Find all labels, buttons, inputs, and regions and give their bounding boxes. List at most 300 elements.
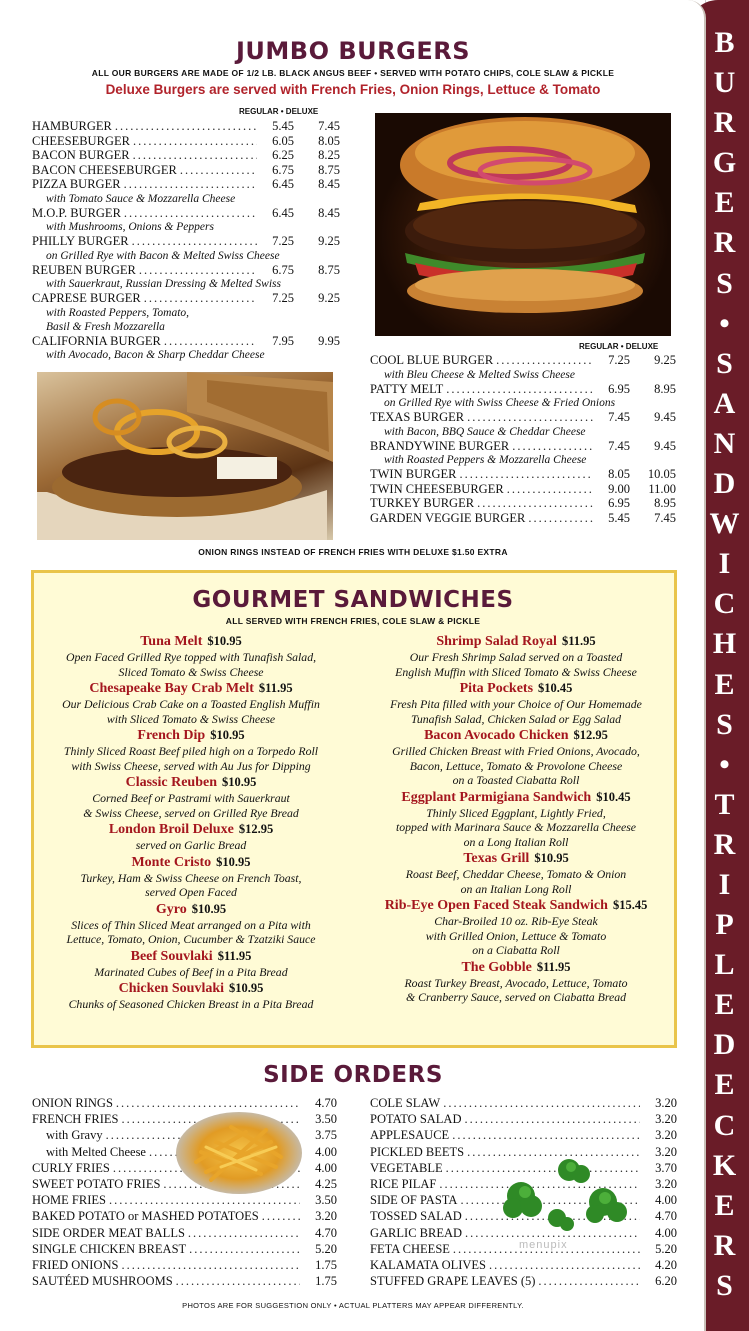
sandwich-description: Lettuce, Tomato, Onion, Cucumber & Tzatziki Sauce — [66, 932, 316, 946]
burger-description: with Mushrooms, Onions & Peppers — [46, 221, 214, 233]
side-price: 3.50 — [315, 1193, 337, 1208]
sandwich-item — [360, 680, 672, 726]
dot-leader — [144, 291, 257, 306]
side-price: 4.25 — [315, 1176, 337, 1191]
burger-item — [32, 234, 340, 249]
sidebar-letter: D — [713, 1028, 736, 1062]
sandwich-name: Monte Cristo — [131, 854, 212, 870]
side-price: 4.70 — [655, 1209, 677, 1224]
side-price: 3.70 — [655, 1160, 677, 1175]
sandwich-description: with Sliced Tomato & Swiss Cheese — [106, 711, 276, 726]
sidebar-letter: H — [712, 627, 737, 661]
side-price: 3.75 — [315, 1128, 337, 1143]
burger-item — [370, 511, 676, 526]
deluxe-price: 8.45 — [318, 177, 340, 191]
sandwich-item — [36, 821, 346, 853]
side-item — [32, 1192, 337, 1208]
burger-item — [32, 134, 340, 149]
sandwich-name-line — [36, 774, 346, 791]
sandwich-description: Thinly Sliced Roast Beef piled high on a Torpedo Roll — [63, 744, 319, 758]
side-item — [370, 1095, 677, 1111]
side-name: PICKLED BEETS — [370, 1144, 465, 1159]
sandwich-name: Eggplant Parmigiana Sandwich — [401, 789, 592, 805]
sandwich-description: Thinly Sliced Eggplant, Lightly Fried, — [426, 805, 606, 820]
burger-name: REUBEN BURGER — [32, 262, 136, 277]
sidebar-letter: R — [713, 106, 736, 140]
dot-leader — [528, 511, 593, 526]
deluxe-price: 8.95 — [654, 381, 676, 396]
sandwich-description: on an Italian Long Roll — [460, 881, 572, 896]
dot-leader — [133, 148, 257, 163]
burger-item — [370, 482, 676, 497]
sandwich-name-line — [36, 727, 346, 744]
broccoli-photo — [499, 1158, 637, 1238]
sandwich-name: Beef Souvlaki — [130, 948, 213, 964]
deluxe-price: 7.45 — [318, 119, 340, 133]
side-name: ONION RINGS — [32, 1096, 113, 1110]
side-item — [32, 1273, 337, 1289]
regular-price: 6.75 — [272, 162, 294, 177]
sandwich-price: $10.95 — [222, 775, 257, 789]
dot-leader — [115, 119, 257, 134]
sidebar-letter: S — [716, 1268, 733, 1302]
onion-burger-photo — [37, 372, 333, 540]
burger-name: PATTY MELT — [370, 381, 444, 396]
dot-leader — [109, 1192, 300, 1208]
sidebar-letter: C — [713, 1108, 736, 1142]
side-name: KALAMATA OLIVES — [370, 1257, 487, 1272]
sandwich-description: Marinated Cubes of Beef in a Pita Bread — [94, 964, 288, 979]
sandwich-name: Bacon Avocado Chicken — [424, 728, 569, 743]
burger-list-left — [32, 119, 340, 362]
sandwich-name: Rib-Eye Open Faced Steak Sandwich — [384, 898, 608, 913]
regular-price: 6.05 — [272, 133, 294, 148]
side-name: FRIED ONIONS — [32, 1257, 119, 1272]
side-price: 3.20 — [655, 1144, 677, 1159]
sandwich-price: $15.45 — [612, 898, 648, 912]
side-item — [32, 1111, 337, 1127]
side-price: 4.00 — [655, 1193, 677, 1208]
burger-name: BRANDYWINE BURGER — [370, 438, 510, 453]
sandwich-description: served on Garlic Bread — [135, 838, 247, 852]
sandwich-name-line — [360, 959, 672, 976]
dot-leader — [489, 1257, 640, 1273]
sandwich-item — [360, 850, 672, 896]
sandwich-list-left — [36, 633, 346, 1013]
dot-leader — [477, 496, 593, 511]
sandwich-price: $10.45 — [596, 789, 631, 804]
burger-description: with Avocado, Bacon & Sharp Cheddar Cheese — [46, 349, 265, 361]
side-name: STUFFED GRAPE LEAVES (5) — [370, 1274, 536, 1289]
burger-item — [32, 334, 340, 349]
regular-price: 8.05 — [608, 467, 630, 481]
side-name: HOME FRIES — [32, 1193, 106, 1208]
sandwich-item — [360, 633, 672, 679]
sidebar-letter: • — [719, 747, 730, 781]
sandwich-name-line — [360, 680, 672, 697]
side-price: 4.00 — [315, 1160, 337, 1175]
side-item — [32, 1208, 337, 1224]
side-name: COLE SLAW — [370, 1096, 441, 1110]
deluxe-price: 9.45 — [654, 410, 676, 424]
dot-leader — [124, 177, 257, 192]
side-name: APPLESAUCE — [370, 1128, 450, 1143]
side-price: 1.75 — [315, 1257, 337, 1272]
side-item — [370, 1127, 677, 1143]
dot-leader — [121, 1257, 300, 1273]
burger-item — [32, 163, 340, 178]
regular-price: 7.25 — [272, 291, 294, 305]
dot-leader — [465, 1111, 641, 1127]
burger-description: with Bleu Cheese & Melted Swiss Cheese — [384, 368, 575, 381]
side-item — [370, 1111, 677, 1127]
fries-photo — [176, 1112, 302, 1194]
side-name: SIDE OF PASTA — [370, 1193, 458, 1208]
sandwich-description: Grilled Chicken Breast with Fried Onions, Avocado, — [392, 744, 640, 758]
deluxe-price: 8.05 — [318, 133, 340, 148]
sandwich-item — [36, 727, 346, 773]
sandwich-item — [36, 633, 346, 679]
sandwich-price: $10.95 — [191, 901, 227, 916]
burger-name: HAMBURGER — [32, 119, 112, 133]
sidebar-letter: R — [713, 226, 736, 260]
side-price: 4.70 — [315, 1096, 337, 1110]
side-item — [370, 1273, 677, 1289]
side-name: RICE PILAF — [370, 1176, 437, 1191]
burger-item — [32, 206, 340, 221]
burger-name: CAPRESE BURGER — [32, 291, 141, 305]
sides-list-left — [32, 1095, 337, 1289]
sandwich-description: topped with Marinara Sauce & Mozzarella Cheese — [395, 820, 637, 834]
dot-leader — [188, 1225, 300, 1241]
burger-item — [370, 467, 676, 482]
sandwich-price: $11.95 — [536, 959, 571, 974]
sandwich-description: Char-Broiled 10 oz. Rib-Eye Steak — [434, 914, 598, 928]
sandwiches-note: ALL SERVED WITH FRENCH FRIES, COLE SLAW & PICKLE — [225, 616, 481, 626]
sandwich-description: served Open Faced — [145, 885, 237, 899]
side-name: BAKED POTATO or MASHED POTATOES — [32, 1209, 259, 1224]
burger-name: TWIN CHEESEBURGER — [370, 481, 504, 496]
sandwich-name: Chesapeake Bay Crab Melt — [89, 681, 254, 696]
sandwich-name-line — [360, 727, 672, 744]
regular-price: 6.45 — [272, 205, 294, 220]
sandwich-description: English Muffin with Sliced Tomato & Swiss Cheese — [395, 664, 637, 679]
sandwich-description: Roast Turkey Breast, Avocado, Lettuce, Tomato — [404, 975, 628, 990]
sandwich-name-line — [36, 821, 346, 838]
regular-price: 7.45 — [608, 438, 630, 453]
regular-price: 9.00 — [608, 481, 630, 496]
dot-leader — [452, 1127, 640, 1143]
side-price: 3.20 — [655, 1096, 677, 1110]
burger-item — [370, 410, 676, 425]
sandwich-description: Turkey, Ham & Swiss Cheese on French Toast, — [80, 870, 302, 885]
deluxe-note: Deluxe Burgers are served with French Fries, Onion Rings, Lettuce & Tomato — [105, 82, 601, 97]
side-item — [370, 1257, 677, 1273]
burger-item — [370, 496, 676, 511]
regular-price: 5.45 — [608, 510, 630, 525]
deluxe-price: 8.75 — [318, 162, 340, 177]
dot-leader — [467, 410, 593, 425]
sandwich-price: $12.95 — [573, 728, 608, 742]
sandwich-price: $10.95 — [210, 728, 245, 742]
sandwich-description: with Swiss Cheese, served with Au Jus for Dipping — [71, 758, 311, 773]
dot-leader — [459, 467, 593, 482]
sidebar-letter: P — [715, 908, 734, 942]
sandwich-name-line — [360, 789, 672, 806]
sidebar-letter: U — [713, 66, 736, 100]
sidebar-letter: • — [719, 306, 730, 340]
burger-name: CHEESEBURGER — [32, 133, 130, 148]
dot-leader — [180, 163, 257, 178]
burger-item — [32, 177, 340, 192]
footer-note: PHOTOS ARE FOR SUGGESTION ONLY • ACTUAL PLATTERS MAY APPEAR DIFFERENTLY. — [182, 1301, 524, 1310]
sidebar-letter: E — [714, 667, 735, 701]
side-price: 3.20 — [315, 1209, 337, 1224]
price-header-left: REGULAR • DELUXE — [239, 107, 319, 116]
sandwich-description: & Cranberry Sauce, served on Ciabatta Bread — [405, 990, 627, 1004]
sandwich-description: on a Long Italian Roll — [463, 834, 569, 849]
regular-price: 6.25 — [272, 148, 294, 162]
burgers-title: JUMBO BURGERS — [236, 37, 470, 65]
sandwich-description: Sliced Tomato & Swiss Cheese — [118, 664, 264, 679]
side-item — [32, 1225, 337, 1241]
dot-leader — [446, 382, 593, 397]
sandwich-name-line — [36, 854, 346, 871]
burger-name: TEXAS BURGER — [370, 410, 465, 424]
side-price: 4.70 — [315, 1225, 337, 1240]
dot-leader — [507, 482, 593, 497]
sandwich-name: London Broil Deluxe — [108, 822, 234, 837]
sandwich-item — [36, 948, 346, 980]
regular-price: 6.45 — [272, 177, 294, 191]
sandwich-name-line — [36, 948, 346, 965]
sidebar-letter: E — [714, 1068, 735, 1102]
side-name: TOSSED SALAD — [370, 1209, 462, 1224]
sandwich-name: Classic Reuben — [125, 775, 218, 790]
sandwich-price: $10.95 — [534, 851, 569, 865]
sandwich-description: Fresh Pita filled with your Choice of Our Homemade — [390, 697, 642, 711]
side-price: 5.20 — [315, 1241, 337, 1256]
sandwich-item — [360, 727, 672, 788]
burger-name: BACON BURGER — [32, 148, 130, 162]
sandwich-name-line — [360, 897, 672, 914]
sandwich-description: Roast Beef, Cheddar Cheese, Tomato & Onion — [405, 867, 627, 881]
dot-leader — [262, 1208, 300, 1224]
side-name: VEGETABLE — [370, 1160, 443, 1175]
burger-name: TWIN BURGER — [370, 467, 457, 481]
watermark: menupix — [519, 1239, 568, 1251]
burger-item — [32, 291, 340, 306]
side-name: GARLIC BREAD — [370, 1225, 463, 1240]
burger-item — [370, 382, 676, 397]
deluxe-price: 8.95 — [654, 496, 676, 510]
side-price: 5.20 — [655, 1241, 677, 1256]
sidebar-letter: R — [713, 1228, 736, 1262]
price-header-right: REGULAR • DELUXE — [579, 342, 659, 351]
side-price: 4.00 — [655, 1225, 677, 1240]
dot-leader — [538, 1273, 640, 1289]
side-name: with Gravy — [46, 1128, 103, 1143]
sides-title: SIDE ORDERS — [263, 1062, 443, 1088]
side-name: CURLY FRIES — [32, 1160, 110, 1175]
sidebar-letter: N — [713, 426, 736, 460]
sandwich-description: Our Delicious Crab Cake on a Toasted English Muffin — [62, 697, 320, 711]
dot-leader — [189, 1241, 300, 1257]
sandwich-name: Pita Pockets — [459, 681, 534, 696]
deluxe-price: 9.45 — [654, 438, 676, 453]
sandwich-name: French Dip — [137, 728, 206, 743]
regular-price: 7.25 — [608, 353, 630, 367]
deluxe-price: 8.25 — [318, 148, 340, 162]
sandwich-name-line — [36, 901, 346, 918]
sandwich-item — [36, 980, 346, 1012]
regular-price: 7.45 — [608, 410, 630, 424]
sandwich-name: Gyro — [155, 901, 187, 917]
sidebar-letter: L — [714, 948, 735, 982]
regular-price: 5.45 — [272, 119, 294, 133]
sandwich-description: on a Toasted Ciabatta Roll — [452, 773, 580, 787]
sandwich-description: Chunks of Seasoned Chicken Breast in a Pita Bread — [68, 997, 314, 1011]
sandwich-price: $11.95 — [258, 681, 293, 695]
side-price: 6.20 — [655, 1274, 677, 1289]
sandwich-price: $10.95 — [207, 634, 242, 648]
burger-list-right — [370, 353, 676, 525]
side-item — [32, 1176, 337, 1192]
side-price: 3.20 — [655, 1176, 677, 1191]
sidebar-letter: K — [712, 1148, 737, 1182]
burger-name: TURKEY BURGER — [370, 496, 475, 510]
burger-name: PIZZA BURGER — [32, 177, 121, 191]
side-name: SINGLE CHICKEN BREAST — [32, 1241, 187, 1256]
regular-price: 6.75 — [272, 262, 294, 277]
sidebar-letter: I — [718, 867, 731, 901]
dot-leader — [512, 439, 593, 454]
regular-price: 7.95 — [272, 333, 294, 348]
burger-name: BACON CHEESEBURGER — [32, 162, 177, 177]
side-item — [32, 1257, 337, 1273]
side-name: SWEET POTATO FRIES — [32, 1176, 161, 1191]
dot-leader — [116, 1095, 300, 1111]
sandwich-price: $10.95 — [216, 854, 251, 869]
side-price: 3.20 — [655, 1112, 677, 1127]
sandwich-name: Tuna Melt — [140, 634, 203, 649]
deluxe-price: 8.75 — [318, 262, 340, 277]
sandwich-price: $12.95 — [238, 822, 274, 836]
side-name: FRENCH FRIES — [32, 1112, 119, 1127]
sandwich-name-line — [360, 633, 672, 650]
sandwich-description: Tunafish Salad, Chicken Salad or Egg Salad — [410, 711, 622, 726]
burger-item — [370, 353, 676, 368]
sandwich-price: $10.95 — [229, 981, 264, 995]
sidebar-vertical-title — [700, 0, 749, 1331]
sidebar-letter: E — [714, 186, 735, 220]
side-price: 4.00 — [315, 1144, 337, 1159]
dot-leader — [176, 1273, 300, 1289]
onion-rings-note: ONION RINGS INSTEAD OF FRENCH FRIES WITH DELUXE $1.50 EXTRA — [198, 547, 508, 557]
burger-item — [32, 148, 340, 163]
sandwich-item — [36, 854, 346, 900]
sandwich-item — [36, 901, 346, 947]
sidebar-letter: E — [714, 988, 735, 1022]
sidebar-letter: S — [716, 707, 733, 741]
side-price: 3.50 — [315, 1112, 337, 1127]
sandwich-description: with Grilled Onion, Lettuce & Tomato — [425, 928, 607, 943]
sidebar-letter: E — [714, 1188, 735, 1222]
burger-description: with Sauerkraut, Russian Dressing & Melted Swiss — [46, 278, 282, 290]
dot-leader — [496, 353, 593, 368]
side-price: 1.75 — [315, 1274, 337, 1289]
side-item — [32, 1241, 337, 1257]
sidebar-letter: W — [709, 507, 740, 541]
sandwich-name: The Gobble — [461, 959, 532, 975]
sandwich-price: $10.45 — [538, 681, 573, 695]
sandwich-item — [360, 959, 672, 1005]
dot-leader — [443, 1095, 640, 1111]
regular-price: 6.95 — [608, 381, 630, 396]
sidebar-letter: G — [712, 146, 737, 180]
deluxe-price: 9.25 — [318, 234, 340, 248]
sandwich-description: on a Ciabatta Roll — [472, 943, 560, 957]
sidebar-letter: T — [714, 787, 735, 821]
burgers-note: ALL OUR BURGERS ARE MADE OF 1/2 LB. BLACK ANGUS BEEF • SERVED WITH POTATO CHIPS, COLE SLAW & PICKLE — [91, 68, 615, 78]
sidebar-letter: C — [713, 587, 736, 621]
dot-leader — [124, 206, 257, 221]
sandwich-description: Corned Beef or Pastrami with Sauerkraut — [92, 791, 290, 805]
regular-price: 6.95 — [608, 496, 630, 510]
side-name: SIDE ORDER MEAT BALLS — [32, 1225, 185, 1240]
side-item — [32, 1095, 337, 1111]
side-name: FETA CHEESE — [370, 1241, 450, 1256]
deluxe-price: 8.45 — [318, 205, 340, 220]
sidebar-letter: I — [718, 547, 731, 581]
burger-photo — [375, 113, 671, 336]
side-price: 3.20 — [655, 1128, 677, 1143]
burger-name: PHILLY BURGER — [32, 234, 129, 248]
burger-description: on Grilled Rye with Swiss Cheese & Fried Onions — [384, 397, 616, 409]
side-name: SAUTÉED MUSHROOMS — [32, 1274, 173, 1289]
burger-description: with Bacon, BBQ Sauce & Cheddar Cheese — [384, 425, 586, 438]
sidebar-letter: S — [716, 346, 733, 380]
burger-name: M.O.P. BURGER — [32, 205, 121, 220]
sandwich-description: Our Fresh Shrimp Salad served on a Toasted — [409, 650, 623, 664]
sidebar-letter: D — [713, 467, 736, 501]
sandwich-price: $11.95 — [561, 634, 596, 648]
deluxe-price: 10.05 — [647, 467, 676, 481]
deluxe-price: 9.25 — [318, 291, 340, 305]
sandwich-name: Shrimp Salad Royal — [436, 634, 557, 649]
sidebar-letter: A — [713, 386, 736, 420]
side-name: POTATO SALAD — [370, 1112, 462, 1127]
dot-leader — [139, 263, 257, 278]
sidebar-letter: S — [716, 266, 733, 300]
sandwich-name-line — [36, 680, 346, 697]
sandwich-name-line — [360, 850, 672, 867]
burger-name: COOL BLUE BURGER — [370, 353, 494, 367]
burger-item — [32, 263, 340, 278]
burger-item — [370, 439, 676, 454]
deluxe-price: 7.45 — [654, 510, 676, 525]
dot-leader — [164, 334, 257, 349]
burger-description: with Roasted Peppers & Mozzarella Cheese — [384, 454, 587, 466]
sandwich-name-line — [36, 633, 346, 650]
sandwich-description: Open Faced Grilled Rye topped with Tunafish Salad, — [65, 650, 317, 664]
burger-description: with Roasted Peppers, Tomato, — [46, 306, 190, 319]
sidebar-letter: R — [713, 827, 736, 861]
sidebar-letter: B — [714, 26, 735, 59]
deluxe-price: 9.25 — [654, 353, 676, 367]
sandwich-description: Slices of Thin Sliced Meat arranged on a Pita with — [71, 917, 311, 932]
sandwich-price: $11.95 — [217, 948, 252, 963]
